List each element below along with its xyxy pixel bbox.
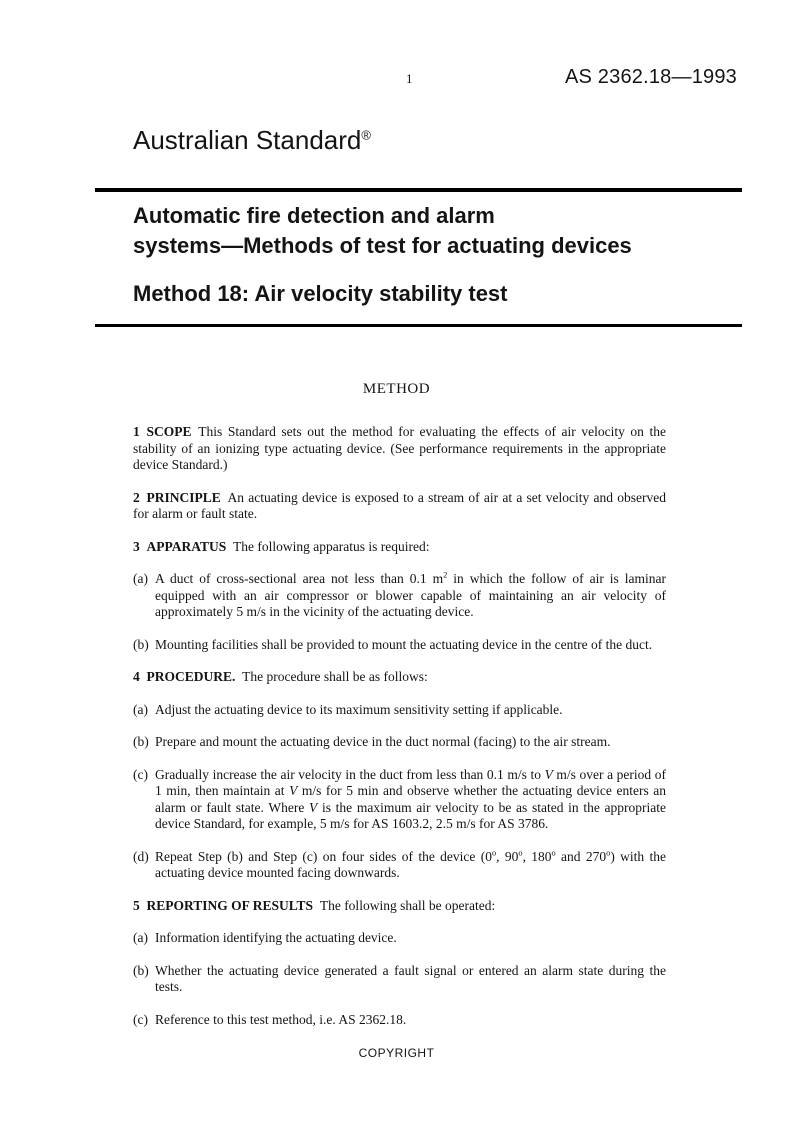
document-title-line1: Automatic fire detection and alarm	[133, 203, 495, 228]
list-item-d	[133, 849, 666, 882]
section-2: 2 PRINCIPLE An actuating device is exposed to a stream of air at a set velocity and observed for alarm or fault state.	[133, 489, 666, 521]
list-item-text: Prepare and mount the actuating device in the duct normal (facing) to the air stream.	[155, 734, 611, 749]
list-item-a	[133, 702, 666, 719]
list-item-c	[133, 1012, 666, 1029]
brand-title	[133, 125, 371, 156]
list-item-label: (a)	[133, 571, 148, 586]
section-1: 1 SCOPE This Standard sets out the method for evaluating the effects of air velocity on the stability of an ionizing type actuating device. (See performance requirements in the appropriate device Standard.)	[133, 424, 666, 472]
list-item-text: Adjust the actuating device to its maximum sensitivity setting if applicable.	[155, 701, 563, 717]
list-item-text: Mounting facilities shall be provided to mount the actuating device in the centre of the duct.	[155, 636, 653, 652]
section-heading: 3 APPARATUS	[133, 538, 227, 554]
list-item-b	[133, 963, 666, 996]
list-item-label: (b)	[133, 734, 149, 749]
section-heading: 1 SCOPE	[133, 424, 192, 439]
method-heading: METHOD	[362, 381, 431, 397]
document-subtitle: Method 18: Air velocity stability test	[133, 281, 508, 306]
list-item-label: (c)	[133, 1011, 148, 1027]
list-item-b	[133, 734, 666, 751]
list-item-text: A duct of cross-sectional area not less than 0.1 $m^2$ in which the follow of air is laminar equipped with an air compressor or blower capable of maintaining an air velocity of approximately 5 m/s in the vicinity of the actuating device.	[155, 570, 667, 619]
section-5: 5 REPORTING OF RESULTS The following shall be operated:	[133, 897, 496, 913]
list-item-text: Information identifying the actuating device.	[155, 930, 397, 945]
section-heading: 2 PRINCIPLE	[133, 489, 221, 505]
document-title-line2: systems—Methods of test for actuating devices	[133, 233, 632, 258]
list-item-label: (c)	[133, 766, 148, 782]
section-4: 4 PROCEDURE. The procedure shall be as follows:	[133, 669, 428, 684]
brand-name: Australian Standard	[133, 125, 362, 155]
section-heading: 4 PROCEDURE.	[133, 669, 236, 684]
list-item-text: Repeat Step (b) and Step (c) on four sides of the device (0$^o$, 90$^o$, 180$^o$ and 270$^o$) with the actuating device mounted facing downwards.	[155, 848, 666, 880]
list-item-label: (a)	[133, 701, 148, 717]
section-heading: 5 REPORTING OF RESULTS	[133, 897, 314, 913]
list-item-a	[133, 571, 666, 621]
list-item-label: (a)	[133, 930, 148, 945]
list-item-label: (d)	[133, 848, 149, 864]
list-item-text: Reference to this test method, i.e. AS 2362.18.	[155, 1011, 407, 1027]
list-item-a	[133, 930, 666, 947]
document-title	[133, 201, 632, 261]
content-blocks	[133, 424, 666, 1044]
standard-number: AS 2362.18—1993	[564, 66, 737, 88]
list-item-b	[133, 637, 666, 654]
list-item-text: Gradually increase the air velocity in the duct from less than 0.1 m/s to V m/s over a period of 1 min, then maintain at V m/s for 5 min and observe whether the actuating device enters an alarm or fault state. Where V is the maximum air velocity to be as stated in the appropriate device Standard, for example, 5 m/s for AS 1603.2, 2.5 m/s for AS 3786.	[155, 766, 667, 831]
list-item-label: (b)	[133, 962, 149, 978]
list-item-label: (b)	[133, 636, 149, 652]
registered-mark: ®	[361, 127, 371, 143]
page-number: 1	[406, 71, 413, 86]
section-3: 3 APPARATUS The following apparatus is required:	[133, 538, 430, 554]
title-rule-top	[95, 188, 742, 192]
copyright-footer: COPYRIGHT	[358, 1046, 435, 1060]
list-item-text: Whether the actuating device generated a fault signal or entered an alarm state during the tests.	[155, 962, 666, 994]
title-rule-bottom	[95, 324, 742, 327]
list-item-c	[133, 767, 666, 833]
